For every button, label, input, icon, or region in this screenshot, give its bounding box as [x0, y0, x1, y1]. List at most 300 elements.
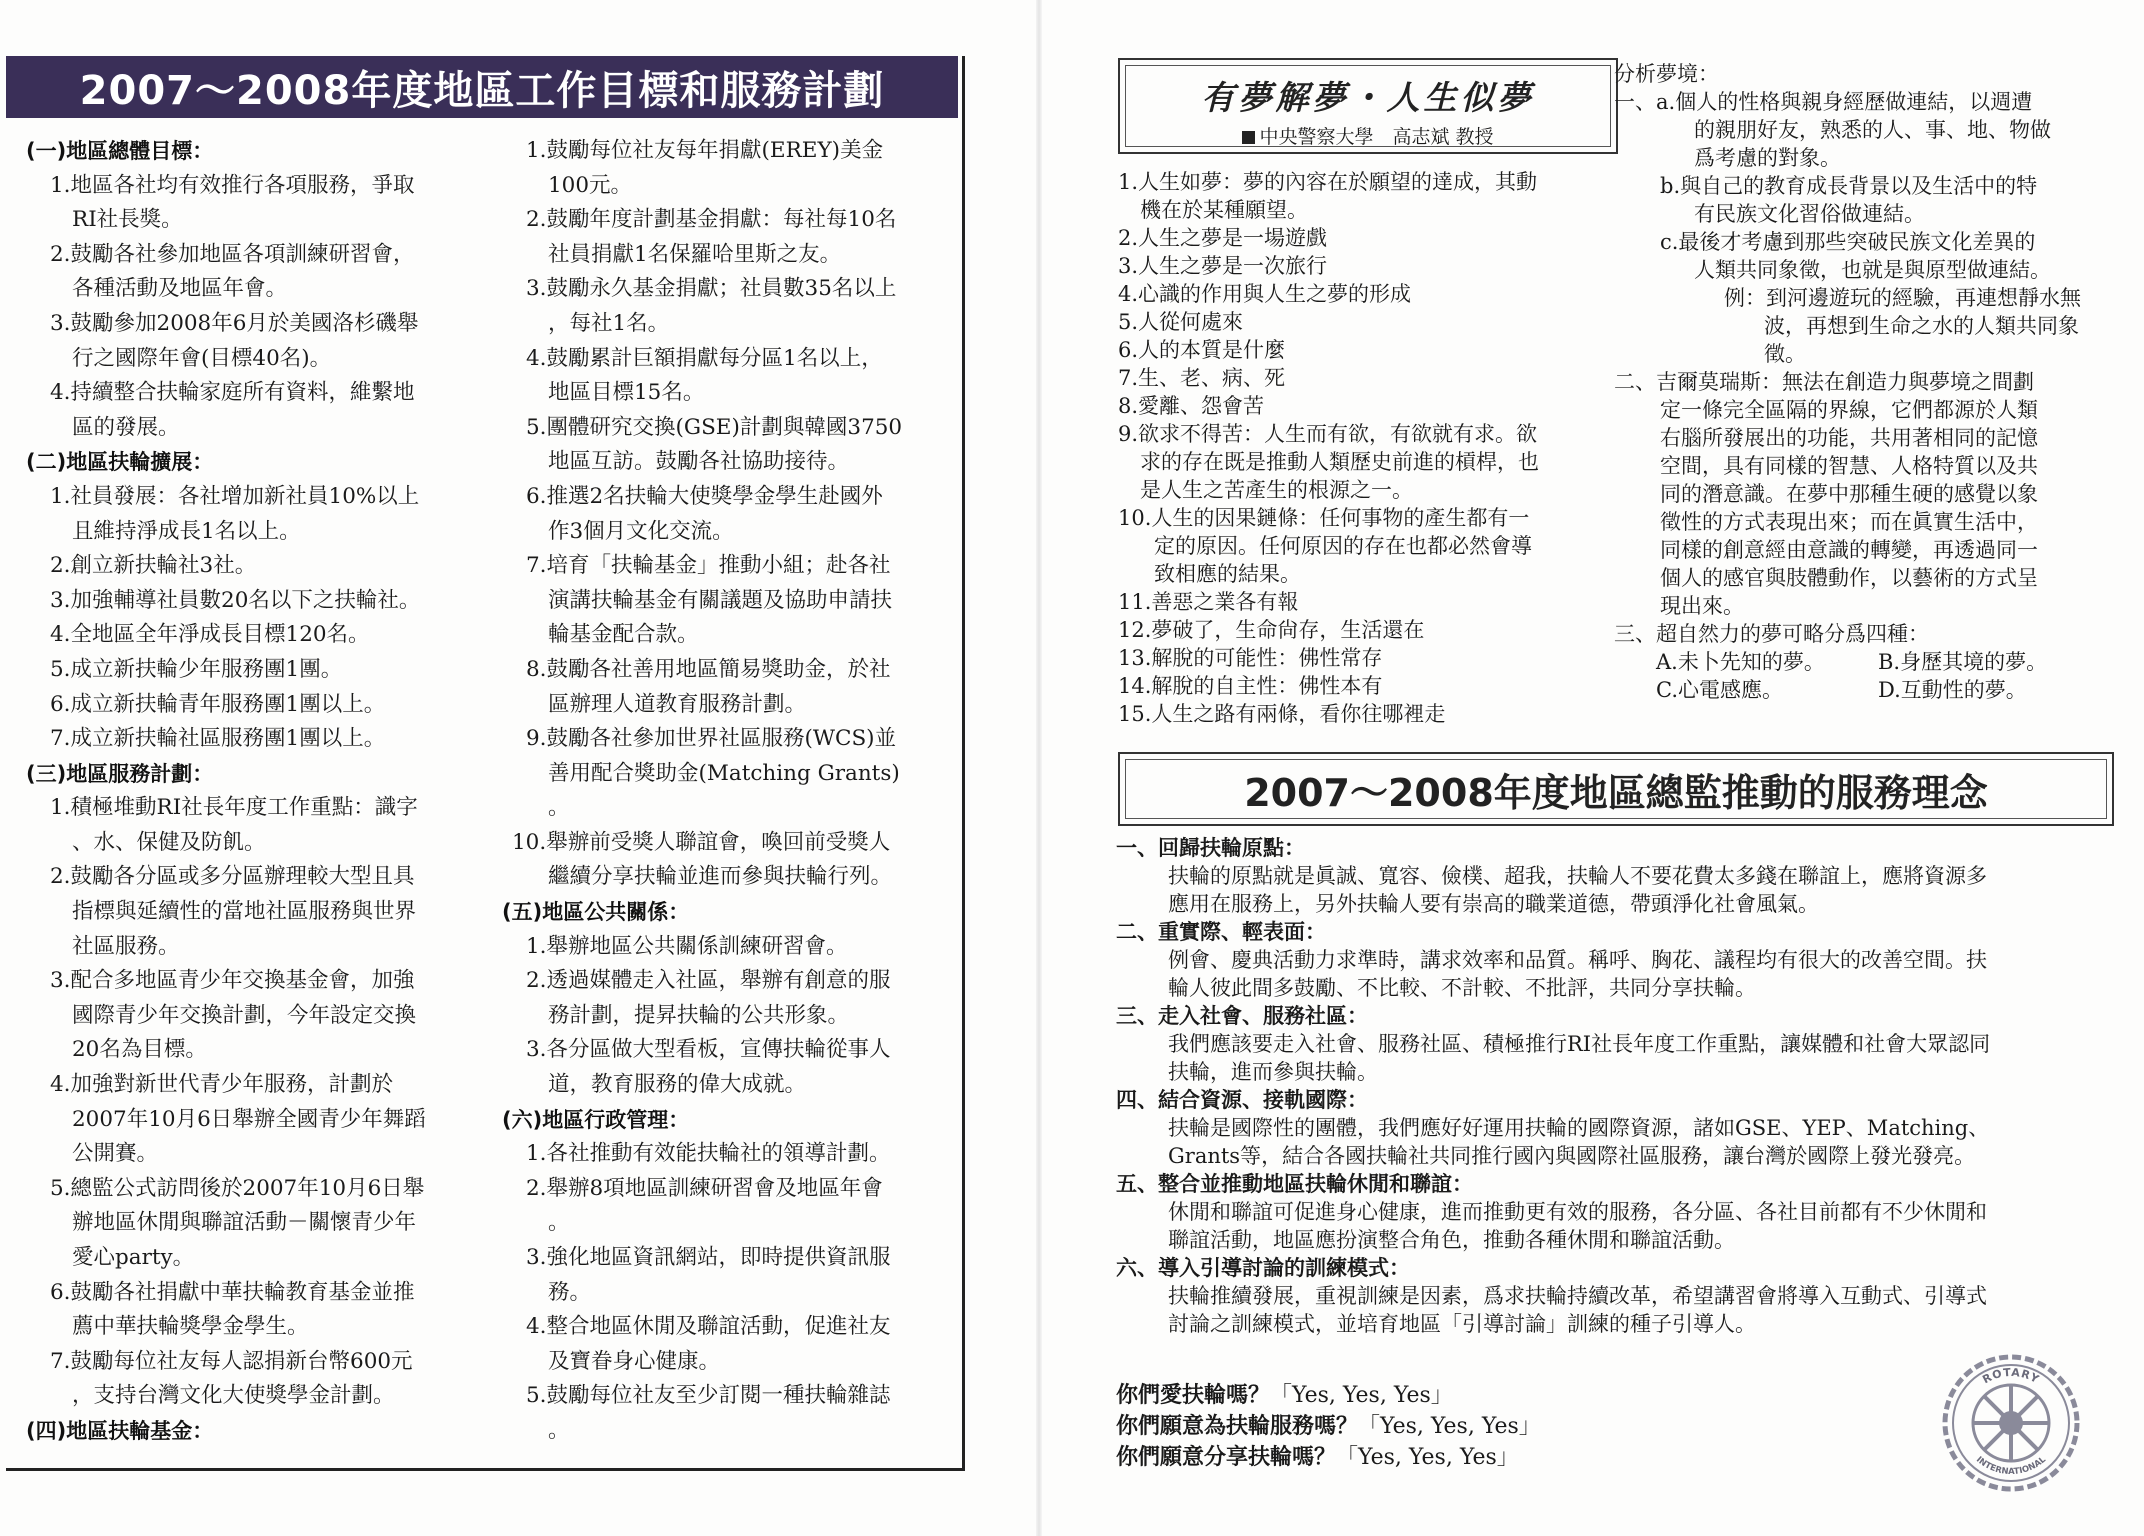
service-point-text: 扶輪是國際性的團體，我們應好好運用扶輪的國際資源，諸如GSE、YEP、Matching、: [1168, 1116, 1990, 1140]
closing-line: [1116, 1380, 1816, 1411]
list-item: [26, 307, 476, 376]
list-item: [502, 342, 948, 411]
list-item-line: [26, 1172, 476, 1207]
dream-item-line: [1118, 588, 1626, 616]
list-item-text: 加強對新世代青少年服務，計劃於: [70, 1072, 394, 1098]
list-item-line: 行之國際年會(目標40名)。: [72, 345, 332, 371]
list-item-text: 鼓勵累計巨額捐獻每分區1名以上，: [546, 345, 883, 371]
list-item-number: 3.: [50, 968, 71, 994]
list-item-line: [26, 169, 476, 204]
list-item-text: 鼓勵各社善用地區簡易獎助金，於社: [546, 656, 891, 682]
list-item-line: 100元。: [548, 172, 633, 198]
dream-item-text: 人生之夢是一次旅行: [1138, 254, 1328, 278]
dream-item: [1118, 504, 1626, 588]
dream-item-line: [1118, 336, 1626, 364]
list-item: [502, 203, 948, 272]
list-item-line: [502, 722, 948, 757]
analysis-line: 定一條完全區隔的界線，它們都源於人類: [1660, 398, 2038, 422]
analysis-line: 爲考慮的對象。: [1694, 146, 1841, 170]
dream-item: [1118, 280, 1626, 308]
list-item-text: 透過媒體走入社區，舉辦有創意的服: [546, 968, 891, 994]
dream-item-text: 解脫的自主性：佛性本有: [1151, 674, 1383, 698]
list-item-line: ，支持台灣文化大使獎學金計劃。: [72, 1383, 395, 1409]
list-item-line: 。: [548, 1417, 570, 1443]
list-item-line: [502, 134, 948, 169]
list-item: [502, 1172, 948, 1241]
list-item-line: [26, 653, 476, 688]
list-item-text: 鼓勵每位社友每年捐獻(EREY)美金: [546, 138, 884, 163]
list-item-line: 且維持淨成長1名以上。: [72, 518, 301, 544]
list-item-number: 7.: [50, 1348, 71, 1374]
dream-author-text: 中央警察大學 高志斌 教授: [1259, 126, 1494, 148]
analysis-line: 個人的感官與肢體動作，以藝術的方式呈: [1660, 566, 2038, 590]
list-item-line: 作3個月文化交流。: [548, 518, 734, 544]
dream-types-row: [1614, 648, 2126, 676]
analysis-line: 同的潛意識。在夢中那種生硬的感覺以象: [1660, 482, 2038, 506]
list-item-line: ，每社1名。: [548, 310, 670, 336]
dream-item-text: 人生如夢：夢的內容在於願望的達成，其動: [1138, 170, 1538, 194]
list-item-line: RI社長獎。: [72, 207, 183, 233]
list-item-line: 薦中華扶輪獎學金學生。: [72, 1314, 309, 1340]
dream-type: A.未卜先知的夢。: [1656, 650, 1825, 674]
list-item-text: 強化地區資訊網站，即時提供資訊服: [546, 1245, 891, 1270]
list-item-text: 鼓勵永久基金捐獻；社員數35名以上: [546, 276, 897, 302]
list-item-line: [26, 688, 476, 723]
dream-analysis: [1614, 60, 2126, 704]
list-item-line: 地區目標15名。: [548, 380, 705, 406]
list-item-text: 成立新扶輪青年服務團1團以上。: [70, 691, 386, 717]
service-point-text: 輪人彼此間多鼓勵、不比較、不計較、不批評，共同分享扶輪。: [1168, 976, 1756, 1000]
list-item-text: 持續整合扶輪家庭所有資料，維繫地: [70, 380, 415, 406]
list-item-line: [26, 860, 476, 895]
list-item-line: 愛心party。: [72, 1245, 195, 1270]
list-item-line: [26, 376, 476, 411]
list-item-number: 1.: [526, 933, 547, 959]
list-item-line: 。: [548, 795, 570, 821]
list-item: [26, 791, 476, 860]
list-item-number: 5.: [50, 1175, 71, 1201]
list-item-number: 3.: [526, 276, 547, 302]
list-item-number: 1.: [526, 138, 547, 163]
list-item: [26, 860, 476, 964]
list-item-line: 辦地區休閒與聯誼活動－關懷青少年: [72, 1210, 417, 1236]
dream-item-text: 生、老、病、死: [1138, 366, 1286, 390]
list-item: [26, 618, 476, 653]
list-item-number: 6.: [50, 1279, 71, 1305]
list-item-text: 舉辦8項地區訓練研習會及地區年會: [546, 1175, 883, 1201]
list-item-line: [502, 549, 948, 584]
dream-item-number: 5.: [1118, 310, 1139, 334]
list-item-line: [26, 722, 476, 757]
dream-item-number: 9.: [1118, 422, 1139, 446]
list-item: [502, 964, 948, 1033]
list-item-number: 4.: [50, 1072, 71, 1098]
list-item: [26, 238, 476, 307]
dream-type: B.身歷其境的夢。: [1878, 650, 2048, 674]
analysis-line: 右腦所發展出的功能，共用著相同的記憶: [1660, 426, 2038, 450]
list-item-text: 加強輔導社員數20名以下之扶輪社。: [70, 587, 421, 613]
dream-item: [1118, 588, 1626, 616]
list-item-text: 鼓勵每位社友每人認捐新台幣600元: [70, 1348, 413, 1374]
left-banner-title: 2007～2008年度地區工作目標和服務計劃: [6, 56, 958, 118]
dream-types-row: [1614, 676, 2126, 704]
list-item-line: [502, 964, 948, 999]
dream-item-line: [1118, 308, 1626, 336]
dream-title: 有夢解夢・人生似夢: [1201, 78, 1535, 117]
list-item-text: 創立新扶輪社3社。: [70, 553, 257, 579]
list-item-line: [502, 653, 948, 688]
list-item-number: 1.: [50, 483, 71, 509]
list-item-line: [502, 1379, 948, 1414]
service-point-heading: 五、整合並推動地區扶輪休閒和聯誼：: [1116, 1172, 1473, 1196]
analysis-line: 徵。: [1764, 342, 1806, 366]
list-item-number: 1.: [526, 1141, 547, 1167]
list-item: [502, 930, 948, 965]
dream-item: [1118, 364, 1626, 392]
rotary-wheel-icon: [1940, 1352, 2082, 1494]
list-item-line: [26, 1068, 476, 1103]
list-item-line: [26, 791, 476, 826]
list-item: [502, 722, 948, 826]
list-item-line: [502, 1172, 948, 1207]
service-point-text: Grants等，結合各國扶輪社共同推行國內與國際社區服務，讓台灣於國際上發光發亮。: [1168, 1144, 1976, 1168]
analysis-line: 例：到河邊遊玩的經驗，再連想靜水無: [1724, 286, 2081, 310]
dream-item-line: [1118, 644, 1626, 672]
list-item-text: 舉辦前受獎人聯誼會，喚回前受獎人: [546, 829, 891, 855]
dream-item-line: 機在於某種願望。: [1140, 198, 1308, 222]
list-item-line: 地區互訪。鼓勵各社協助接待。: [548, 449, 850, 475]
list-item-line: [502, 1137, 948, 1172]
list-item-number: 4.: [50, 380, 71, 406]
dream-item-text: 人從何處來: [1138, 310, 1244, 334]
analysis-line: 徵性的方式表現出來；而在眞實生活中，: [1660, 510, 2038, 534]
dream-item-text: 愛離、怨會苦: [1138, 394, 1265, 418]
list-item: [502, 826, 948, 895]
dream-item-line: [1118, 364, 1626, 392]
dream-item-number: 8.: [1118, 394, 1139, 418]
list-item-line: [502, 342, 948, 377]
list-item-text: 鼓勵各分區或多分區辦理較大型且具: [70, 864, 415, 890]
list-item-line: 善用配合獎助金(Matching Grants): [548, 760, 900, 786]
closing-answer: 「Yes, Yes, Yes」: [1270, 1383, 1453, 1408]
list-item-number: 4.: [526, 345, 547, 371]
list-item: [26, 1276, 476, 1345]
service-point-text: 聯誼活動，地區應扮演整合角色，推動各種休閒和聯誼活動。: [1168, 1228, 1735, 1252]
dream-item: [1118, 644, 1626, 672]
closing-answer: 「Yes, Yes, Yes」: [1358, 1414, 1541, 1439]
service-point-heading: 一、回歸扶輪原點：: [1116, 836, 1305, 860]
list-item-number: 6.: [526, 483, 547, 509]
dream-item: [1118, 336, 1626, 364]
dream-item-number: 15.: [1118, 702, 1152, 726]
list-item-number: 5.: [526, 1383, 547, 1409]
analysis-line: 波，再想到生命之水的人類共同象: [1764, 314, 2079, 338]
list-item-line: [502, 930, 948, 965]
service-point-text: 例會、慶典活動力求準時，講求效率和品質。稱呼、胸花、議程均有很大的改善空間。扶: [1168, 948, 1987, 972]
list-item: [26, 1172, 476, 1276]
service-point-heading: 二、重實際、輕表面：: [1116, 920, 1326, 944]
section-heading: (一)地區總體目標：: [26, 139, 214, 163]
list-item-text: 鼓勵各社捐獻中華扶輪教育基金並推: [70, 1279, 415, 1305]
list-item-line: [26, 584, 476, 619]
list-item: [502, 1241, 948, 1310]
list-item: [502, 653, 948, 722]
list-item-text: 整合地區休閒及聯誼活動，促進社友: [546, 1314, 891, 1340]
section-heading: (二)地區扶輪擴展：: [26, 450, 214, 475]
list-item-number: 5.: [526, 414, 547, 440]
list-item-text: 鼓勵參加2008年6月於美國洛杉磯舉: [70, 310, 419, 336]
service-point-heading: 四、結合資源、接軌國際：: [1116, 1088, 1368, 1112]
list-item-line: [502, 480, 948, 515]
service-title-box: [1118, 752, 2114, 826]
dream-item-line: 定的原因。任何原因的存在也都必然會導: [1154, 534, 1532, 558]
dream-item-text: 人生之路有兩條，看你往哪裡走: [1151, 702, 1446, 726]
dream-item-text: 人的本質是什麼: [1138, 338, 1286, 362]
emblem-top-text: ROTARY: [1980, 1365, 2042, 1387]
list-item: [502, 411, 948, 480]
analysis-line: b.與自己的教育成長背景以及生活中的特: [1660, 174, 2038, 198]
list-item-line: [502, 203, 948, 238]
list-item: [26, 549, 476, 584]
list-item-line: 區辦理人道教育服務計劃。: [548, 691, 807, 717]
service-point-text: 應用在服務上，另外扶輪人要有崇高的職業道德，帶頭淨化社會風氣。: [1168, 892, 1819, 916]
analysis-line: 一、a.個人的性格與親身經歷做連結，以週遭: [1614, 90, 2033, 114]
list-item-text: 成立新扶輪社區服務團1團以上。: [70, 726, 386, 752]
closing-line: [1116, 1442, 1816, 1473]
section-heading: (四)地區扶輪基金：: [26, 1418, 214, 1443]
dream-item-line: [1118, 700, 1626, 728]
list-item-text: 配合多地區青少年交換基金會，加強: [70, 968, 415, 994]
list-item-text: 各分區做大型看板，宣傳扶輪從事人: [546, 1037, 891, 1063]
dream-item-number: 2.: [1118, 226, 1139, 250]
list-item: [26, 722, 476, 757]
list-item: [26, 688, 476, 723]
dream-item-number: 3.: [1118, 254, 1139, 278]
list-item-number: 4.: [526, 1314, 547, 1340]
list-item-number: 3.: [526, 1245, 547, 1270]
list-item: [26, 1068, 476, 1172]
list-item: [502, 480, 948, 549]
closing-question: 你們愛扶輪嗎？: [1116, 1383, 1271, 1408]
analysis-line: c.最後才考慮到那些突破民族文化差異的: [1660, 230, 2036, 254]
list-item: [26, 1345, 476, 1414]
service-point-heading: 三、走入社會、服務社區：: [1116, 1004, 1368, 1028]
service-point-text: 休閒和聯誼可促進身心健康，進而推動更有效的服務，各分區、各社目前都有不少休閒和: [1168, 1200, 1987, 1224]
list-item-line: [502, 1310, 948, 1345]
list-item-line: [26, 307, 476, 342]
list-item-line: 公開賽。: [72, 1141, 159, 1167]
dream-item-line: [1118, 252, 1626, 280]
list-item-line: 、水、保健及防飢。: [72, 829, 266, 855]
dream-item-number: 10.: [1118, 506, 1152, 530]
list-item-line: 各種活動及地區年會。: [72, 276, 288, 302]
dream-item-number: 6.: [1118, 338, 1139, 362]
list-item-line: 社員捐獻1名保羅哈里斯之友。: [548, 241, 842, 267]
list-item-number: 6.: [50, 691, 71, 717]
list-item-line: [502, 272, 948, 307]
service-point-text: 扶輪推續發展，重視訓練是因素，爲求扶輪持續改革，希望講習會將導入互動式、引導式: [1168, 1284, 1987, 1308]
list-item-line: [26, 1345, 476, 1380]
list-item-line: [502, 1241, 948, 1276]
list-item-text: 鼓勵年度計劃基金捐獻：每社每10名: [546, 207, 897, 233]
list-item: [26, 584, 476, 619]
dream-type: D.互動性的夢。: [1878, 678, 2027, 702]
dream-item-line: [1118, 504, 1626, 532]
dream-item-number: 7.: [1118, 366, 1139, 390]
service-points: [1116, 834, 2096, 1338]
square-bullet-icon: [1242, 131, 1255, 144]
list-item-text: 鼓勵每位社友至少訂閱一種扶輪雜誌: [546, 1383, 891, 1409]
dream-item: [1118, 308, 1626, 336]
closing-answer: 「Yes, Yes, Yes」: [1336, 1445, 1519, 1470]
list-item: [26, 376, 476, 445]
list-item-line: 繼續分享扶輪並進而參與扶輪行列。: [548, 864, 893, 890]
list-item-number: 5.: [50, 656, 71, 682]
list-item: [502, 1033, 948, 1102]
service-point: [1116, 918, 2096, 1002]
dream-item-line: [1118, 616, 1626, 644]
analysis-line: 現出來。: [1660, 594, 1744, 618]
analysis-line: 的親朋好友，熟悉的人、事、地、物做: [1694, 118, 2051, 142]
dream-item-text: 心識的作用與人生之夢的形成: [1138, 282, 1412, 306]
list-item-number: 3.: [50, 587, 71, 613]
dream-item-text: 善惡之業各有報: [1151, 590, 1299, 614]
list-item-number: 2.: [526, 968, 547, 994]
dream-item: [1118, 224, 1626, 252]
dream-item-text: 夢破了，生命尙存，生活還在: [1151, 618, 1425, 642]
analysis-line: 空間，具有同樣的智慧、人格特質以及共: [1660, 454, 2038, 478]
section-heading: (三)地區服務計劃：: [26, 761, 214, 786]
list-item-text: 地區各社均有效推行各項服務，爭取: [70, 172, 415, 198]
analysis-line: 三、超自然力的夢可略分爲四種：: [1614, 622, 1929, 646]
service-point: [1116, 1002, 2096, 1086]
left-page: [0, 0, 1040, 1536]
dream-item-text: 人生之夢是一場遊戲: [1138, 226, 1328, 250]
list-item-line: [502, 1033, 948, 1068]
list-item-number: 7.: [50, 726, 71, 752]
dream-type: C.心電感應。: [1656, 678, 1783, 702]
list-item-line: [502, 411, 948, 446]
dream-item-number: 4.: [1118, 282, 1139, 306]
closing-questions: [1116, 1380, 1816, 1473]
list-item: [26, 169, 476, 238]
closing-line: [1116, 1411, 1816, 1442]
list-item-number: 2.: [526, 207, 547, 233]
list-item-number: 9.: [526, 726, 547, 752]
list-item: [26, 480, 476, 549]
dream-item: [1118, 700, 1626, 728]
closing-question: 你們願意為扶輪服務嗎？: [1116, 1414, 1359, 1439]
list-item: [502, 1137, 948, 1172]
list-item-line: [26, 549, 476, 584]
dream-item-line: [1118, 672, 1626, 700]
dream-item-number: 13.: [1118, 646, 1152, 670]
list-item-line: 務計劃，提昇扶輪的公共形象。: [548, 1002, 850, 1028]
list-item-text: 舉辦地區公共關係訓練研習會。: [546, 933, 848, 959]
dream-item-line: 是人生之苦產生的根源之一。: [1140, 478, 1413, 502]
analysis-body: [1614, 88, 2126, 704]
analysis-line: 人類共同象徵，也就是與原型做連結。: [1694, 258, 2051, 282]
list-item-line: 道，教育服務的偉大成就。: [548, 1072, 807, 1098]
service-point: [1116, 1086, 2096, 1170]
dream-item-line: [1118, 168, 1626, 196]
list-item-number: 2.: [50, 553, 71, 579]
list-item-number: 2.: [50, 241, 71, 267]
section-heading: (六)地區行政管理：: [502, 1107, 690, 1132]
dream-item-text: 人生的因果鏈條：任何事物的產生都有一: [1151, 506, 1530, 530]
dream-item: [1118, 392, 1626, 420]
list-item: [502, 1310, 948, 1379]
list-item-line: [26, 964, 476, 999]
list-item-line: 社區服務。: [72, 933, 180, 959]
list-item: [502, 549, 948, 653]
left-column-2: [502, 134, 948, 1449]
list-item-line: 務。: [548, 1279, 592, 1305]
dream-item-text: 欲求不得苦：人生而有欲，有欲就有求。欲: [1138, 422, 1538, 446]
analysis-line: 二、吉爾莫瑞斯：無法在創造力與夢境之間劃: [1614, 370, 2034, 394]
dream-item: [1118, 168, 1626, 224]
dream-item-line: [1118, 224, 1626, 252]
list-item-text: 成立新扶輪少年服務團1團。: [70, 656, 343, 682]
list-item-line: [502, 826, 948, 861]
list-item-number: 4.: [50, 622, 71, 648]
emblem-bottom-text: INTERNATIONAL: [1974, 1454, 2048, 1478]
section-heading: (五)地區公共關係：: [502, 900, 690, 925]
list-item-line: 。: [548, 1210, 570, 1236]
dream-item-number: 12.: [1118, 618, 1152, 642]
list-item-line: 國際青少年交換計劃，今年設定交換: [72, 1002, 417, 1028]
service-point: [1116, 834, 2096, 918]
list-item-text: 培育「扶輪基金」推動小組；赴各社: [546, 553, 891, 579]
dream-item-number: 14.: [1118, 674, 1152, 698]
list-item: [502, 134, 948, 203]
list-item-text: 鼓勵各社參加地區各項訓練研習會，: [70, 241, 415, 267]
dream-item-number: 11.: [1118, 590, 1152, 614]
list-item-line: 2007年10月6日舉辦全國青少年舞蹈: [72, 1106, 426, 1132]
analysis-line: 有民族文化習俗做連結。: [1694, 202, 1925, 226]
service-point-text: 我們應該要走入社會、服務社區、積極推行RI社長年度工作重點，讓媒體和社會大眾認同: [1168, 1032, 1991, 1056]
list-item: [26, 964, 476, 1068]
list-item-number: 1.: [50, 795, 71, 821]
dream-item-line: 求的存在既是推動人類歷史前進的槓桿，也: [1140, 450, 1539, 474]
list-item-text: 推選2名扶輪大使獎學金學生赴國外: [546, 483, 883, 509]
right-page: [1040, 0, 2144, 1536]
analysis-heading: 分析夢境：: [1614, 62, 1719, 86]
dream-item: [1118, 672, 1626, 700]
dream-item-line: [1118, 392, 1626, 420]
list-item: [502, 272, 948, 341]
list-item-text: 全地區全年淨成長目標120名。: [70, 622, 370, 648]
list-item-line: 指標與延續性的當地社區服務與世界: [72, 899, 417, 925]
list-item-text: 總監公式訪問後於2007年10月6日舉: [70, 1175, 425, 1201]
list-item-text: 社員發展：各社增加新社員10%以上: [70, 483, 420, 509]
list-item-line: [26, 480, 476, 515]
list-item-number: 1.: [50, 172, 71, 198]
list-item-number: 7.: [526, 553, 547, 579]
service-point-heading: 六、導入引導討論的訓練模式：: [1116, 1256, 1410, 1280]
list-item-line: 20名為目標。: [72, 1037, 207, 1063]
service-title: 2007～2008年度地區總監推動的服務理念: [1244, 771, 1988, 815]
list-item-text: 鼓勵各社參加世界社區服務(WCS)並: [546, 726, 897, 752]
dream-item-number: 1.: [1118, 170, 1139, 194]
service-point: [1116, 1170, 2096, 1254]
list-item-number: 2.: [526, 1175, 547, 1201]
dream-item-line: 致相應的結果。: [1154, 562, 1301, 586]
dream-item-line: [1118, 420, 1626, 448]
list-item-line: 區的發展。: [72, 414, 180, 440]
list-item: [502, 1379, 948, 1448]
service-point-text: 扶輪，進而參與扶輪。: [1168, 1060, 1378, 1084]
